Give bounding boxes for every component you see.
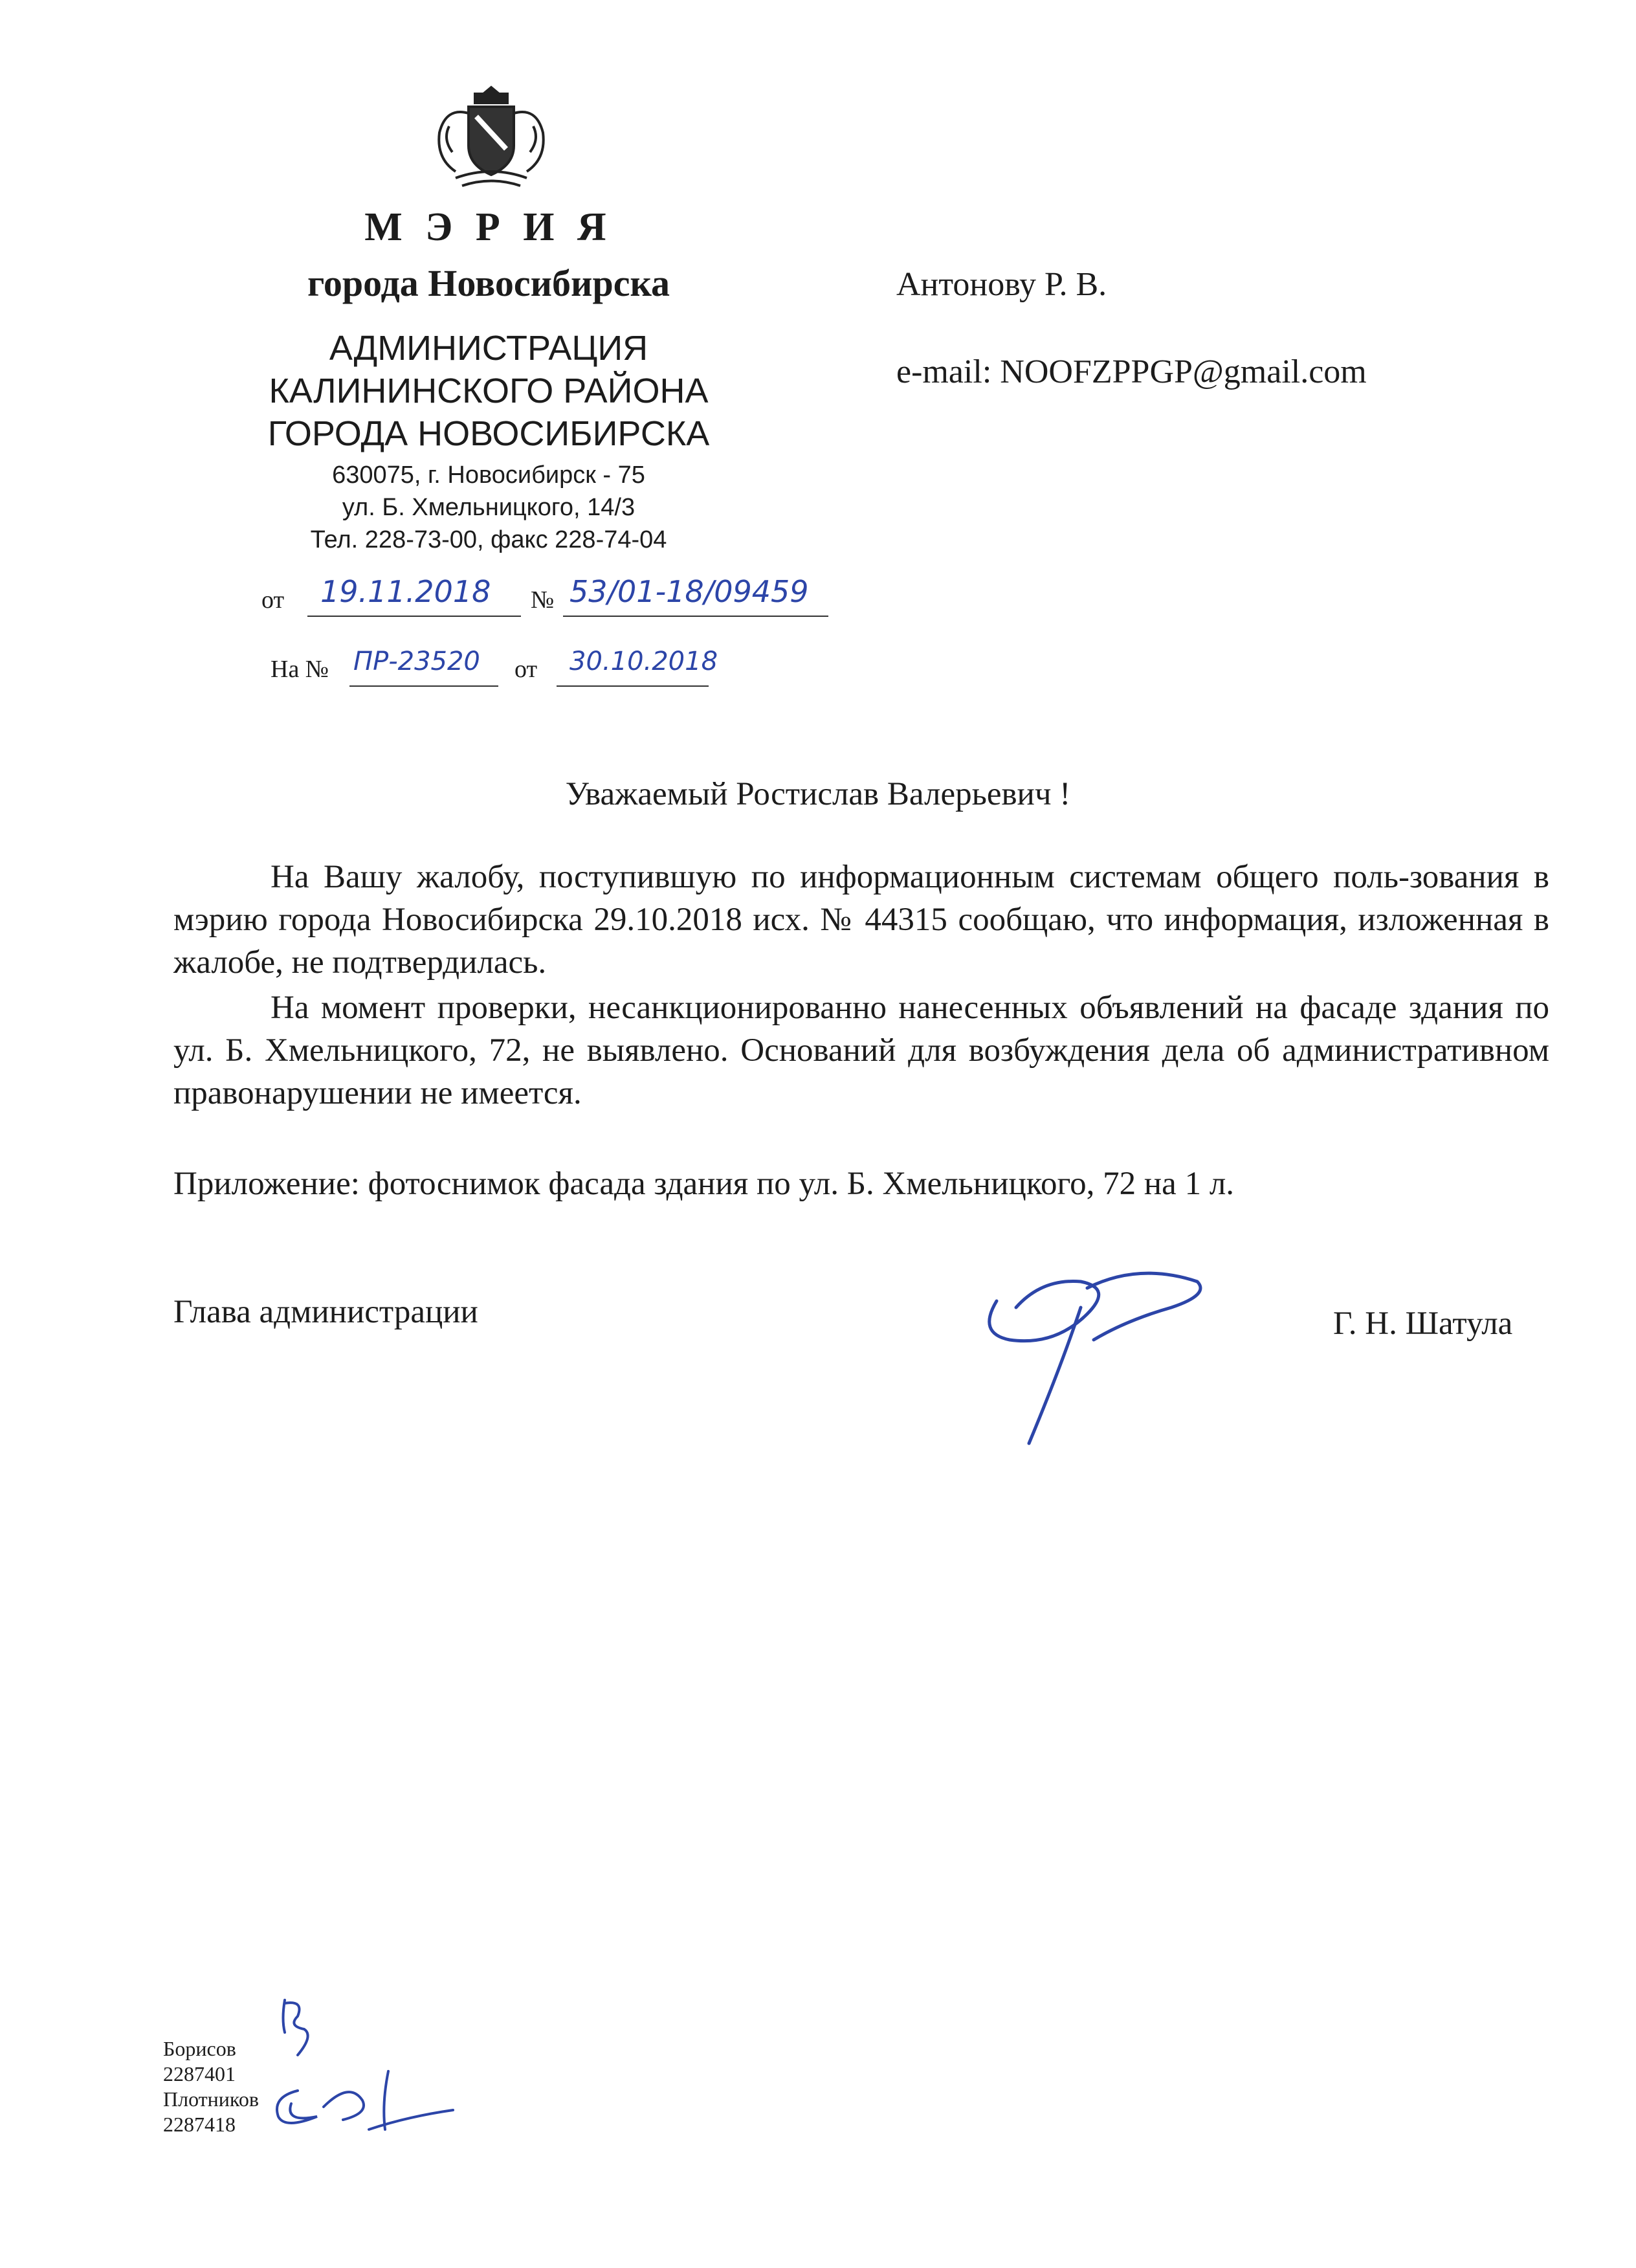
from-label: от — [261, 586, 285, 614]
coat-of-arms-icon — [430, 81, 553, 191]
executor-2-phone: 2287418 — [163, 2113, 236, 2136]
administration-line-1: АДМИНИСТРАЦИЯ — [329, 329, 648, 368]
reply-date-field — [557, 644, 718, 687]
body-paragraph-1 — [173, 856, 1549, 984]
addressee-email: e-mail: NOOFZPPGP@gmail.com — [896, 353, 1367, 390]
addressee-name: Антонову Р. В. — [896, 266, 1107, 303]
handwritten-signature — [971, 1262, 1204, 1450]
executor-1-name: Борисов — [163, 2037, 236, 2060]
attachment-note: Приложение: фотоснимок фасада здания по ул. Б. Хмельницкого, 72 на 1 л. — [173, 1166, 1235, 1202]
reply-number-value: ПР-23520 — [353, 647, 480, 676]
reply-number-field — [349, 644, 498, 687]
signatory-name: Г. Н. Шатула — [1333, 1306, 1513, 1342]
salutation: Уважаемый Ростислав Валерьевич ! — [565, 776, 1071, 812]
number-value: 53/01-18/09459 — [569, 574, 809, 609]
body-paragraph-2 — [173, 986, 1549, 1115]
address-line-3: Тел. 228-73-00, факс 228-74-04 — [310, 526, 667, 553]
administration-line-2: КАЛИНИНСКОГО РАЙОНА — [269, 372, 709, 410]
executor-1-phone: 2287401 — [163, 2062, 236, 2085]
mayor-city: города Новосибирска — [307, 262, 670, 304]
executor-2-name: Плотников — [163, 2087, 259, 2111]
paragraph-2-text: На момент проверки, несанкционированно нанесенных объявлений на фасаде здания по ул. Б. Хмельницкого, 72, не выявлено. Оснований для возбуждения дела об административном правонарушении не имеется. — [173, 990, 1549, 1111]
number-label: № — [531, 586, 555, 614]
signatory-role: Глава администрации — [173, 1294, 478, 1330]
address-line-1: 630075, г. Новосибирск - 75 — [332, 461, 645, 489]
mayor-title: М Э Р И Я — [364, 205, 613, 249]
reply-label: На № — [271, 656, 329, 683]
date-field — [307, 573, 521, 617]
administration-line-3: ГОРОДА НОВОСИБИРСКА — [267, 414, 710, 453]
reply-from-label: от — [514, 656, 538, 683]
reply-date-value: 30.10.2018 — [569, 647, 718, 676]
date-value: 19.11.2018 — [320, 574, 491, 609]
number-field — [563, 573, 828, 617]
address-line-2: ул. Б. Хмельницкого, 14/3 — [342, 494, 636, 521]
handwritten-visa — [259, 1994, 459, 2155]
paragraph-1-text: На Вашу жалобу, поступившую по информационным системам общего поль-зования в мэрию города Новосибирска 29.10.2018 исх. № 44315 сообщаю, что информация, изложенная в жалобе, не подтвердилась. — [173, 859, 1549, 981]
